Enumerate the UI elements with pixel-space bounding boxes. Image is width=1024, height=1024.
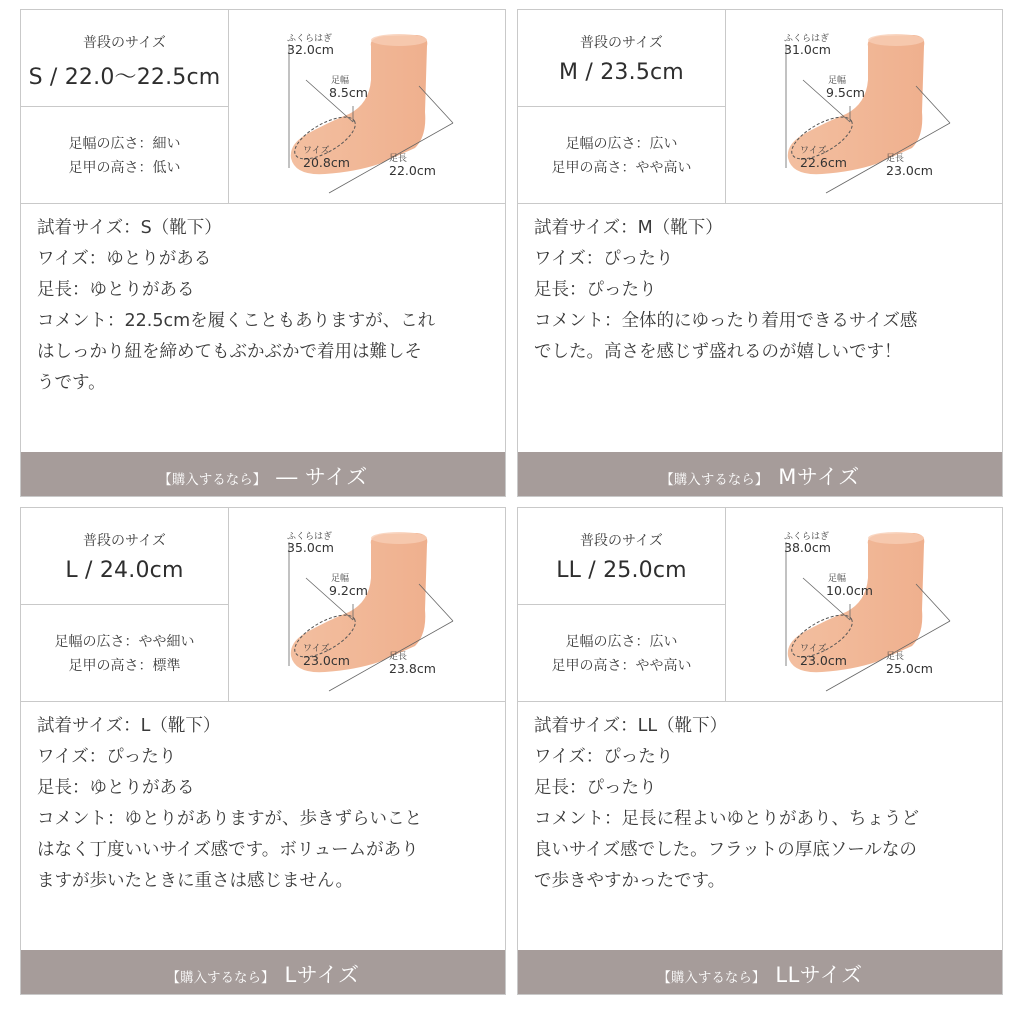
size-review-card	[517, 9, 1003, 497]
buy-size-bar	[518, 452, 1002, 496]
review-line: でした。高さを感じず盛れるのが嬉しいです！	[534, 342, 902, 362]
wise-value: 23.0cm	[303, 653, 350, 668]
buy-size-bar	[21, 452, 505, 496]
calf-value: 31.0cm	[784, 42, 831, 57]
buy-size-value: ― サイズ	[276, 465, 368, 489]
wise-value: 23.0cm	[800, 653, 847, 668]
review-line: ワイズ：ぴったり	[37, 747, 177, 767]
size-info-panel	[518, 508, 726, 701]
usual-size-label: 普段のサイズ	[83, 35, 166, 51]
foot-traits-box	[21, 605, 228, 701]
foot-measurement-diagram	[229, 508, 505, 701]
calf-value: 35.0cm	[287, 540, 334, 555]
buy-size-bar	[518, 950, 1002, 994]
buy-prefix: 【購入するなら】	[158, 472, 267, 488]
wise-label: ワイズ	[303, 146, 330, 156]
buy-prefix: 【購入するなら】	[657, 970, 766, 986]
review-text-area	[518, 701, 1002, 950]
calf-label: ふくらはぎ	[784, 34, 830, 44]
usual-size-box	[21, 10, 228, 107]
review-line: で歩きやすかったです。	[534, 871, 726, 891]
usual-size-label: 普段のサイズ	[580, 533, 663, 549]
buy-prefix: 【購入するなら】	[166, 970, 275, 986]
foot-width-trait: 足幅の広さ：広い	[565, 136, 678, 152]
review-line: はしっかり紐を締めてもぶかぶかで着用は難しそ	[37, 342, 422, 362]
review-line: 良いサイズ感でした。フラットの厚底ソールなの	[534, 840, 917, 860]
buy-size-bar	[21, 950, 505, 994]
foot-diagram-svg	[229, 10, 505, 203]
size-info-panel	[21, 10, 229, 203]
review-line: コメント：全体的にゆったり着用できるサイズ感	[534, 311, 918, 331]
review-line: 試着サイズ：S（靴下）	[37, 218, 222, 238]
review-line: ワイズ：ゆとりがある	[37, 249, 212, 269]
size-review-card	[517, 507, 1003, 995]
foot-width-value: 9.5cm	[826, 85, 865, 100]
review-line: ワイズ：ぴったり	[534, 747, 674, 767]
review-line: ワイズ：ぴったり	[534, 249, 674, 269]
instep-height-trait: 足甲の高さ：やや高い	[551, 658, 692, 674]
review-line: 試着サイズ：LL（靴下）	[534, 716, 728, 736]
usual-size-box	[518, 508, 725, 605]
review-text-area	[21, 701, 505, 950]
size-review-card	[20, 507, 506, 995]
foot-diagram-svg	[229, 508, 505, 701]
review-line: 足長：ゆとりがある	[37, 280, 195, 300]
foot-diagram-svg	[726, 10, 1002, 203]
review-line: はなく丁度いいサイズ感です。ボリュームがあり	[37, 840, 419, 860]
buy-size-value: Lサイズ	[284, 963, 360, 987]
foot-width-trait: 足幅の広さ：やや細い	[54, 634, 195, 650]
length-label: 足長	[886, 154, 905, 164]
review-line: コメント：ゆとりがありますが、歩きずらいこと	[37, 809, 422, 829]
usual-size-value: S / 22.0〜22.5cm	[28, 65, 221, 90]
review-line: 足長：ゆとりがある	[37, 778, 195, 798]
review-line: 試着サイズ：M（靴下）	[534, 218, 723, 238]
foot-width-label: 足幅	[331, 574, 350, 584]
review-text-area	[21, 203, 505, 452]
review-line: 足長：ぴったり	[534, 778, 657, 798]
review-line: 試着サイズ：L（靴下）	[37, 716, 221, 736]
wise-label: ワイズ	[303, 644, 330, 654]
foot-width-trait: 足幅の広さ：細い	[68, 136, 181, 152]
length-label: 足長	[389, 652, 408, 662]
usual-size-label: 普段のサイズ	[580, 35, 663, 51]
size-info-panel	[518, 10, 726, 203]
length-label: 足長	[389, 154, 408, 164]
review-line: うです。	[37, 373, 106, 393]
instep-height-trait: 足甲の高さ：やや高い	[551, 160, 692, 176]
foot-measurement-diagram	[229, 10, 505, 203]
foot-width-label: 足幅	[828, 574, 847, 584]
review-line: ますが歩いたときに重さは感じません。	[37, 871, 354, 891]
calf-value: 32.0cm	[287, 42, 334, 57]
foot-measurement-diagram	[726, 10, 1002, 203]
buy-size-value: LLサイズ	[775, 963, 863, 987]
foot-width-label: 足幅	[331, 76, 350, 86]
review-line: コメント：22.5cmを履くこともありますが、これ	[37, 311, 436, 331]
wise-value: 20.8cm	[303, 155, 350, 170]
foot-width-trait: 足幅の広さ：広い	[565, 634, 678, 650]
length-value: 22.0cm	[389, 163, 436, 178]
review-line: コメント：足長に程よいゆとりがあり、ちょうど	[534, 809, 919, 829]
calf-label: ふくらはぎ	[287, 34, 333, 44]
wise-value: 22.6cm	[800, 155, 847, 170]
instep-height-trait: 足甲の高さ：低い	[68, 160, 181, 176]
foot-traits-box	[21, 107, 228, 203]
calf-value: 38.0cm	[784, 540, 831, 555]
usual-size-value: M / 23.5cm	[559, 60, 684, 85]
size-review-card	[20, 9, 506, 497]
usual-size-value: L / 24.0cm	[65, 558, 184, 583]
buy-size-value: Mサイズ	[778, 465, 860, 489]
foot-width-value: 9.2cm	[329, 583, 368, 598]
wise-label: ワイズ	[800, 146, 827, 156]
buy-prefix: 【購入するなら】	[660, 472, 769, 488]
foot-diagram-svg	[726, 508, 1002, 701]
usual-size-box	[21, 508, 228, 605]
foot-width-value: 8.5cm	[329, 85, 368, 100]
foot-traits-box	[518, 107, 725, 203]
usual-size-label: 普段のサイズ	[83, 533, 166, 549]
usual-size-box	[518, 10, 725, 107]
calf-label: ふくらはぎ	[784, 532, 830, 542]
foot-measurement-diagram	[726, 508, 1002, 701]
length-value: 23.8cm	[389, 661, 436, 676]
length-value: 25.0cm	[886, 661, 933, 676]
length-label: 足長	[886, 652, 905, 662]
instep-height-trait: 足甲の高さ：標準	[68, 658, 181, 674]
length-value: 23.0cm	[886, 163, 933, 178]
foot-width-value: 10.0cm	[826, 583, 873, 598]
foot-traits-box	[518, 605, 725, 701]
foot-width-label: 足幅	[828, 76, 847, 86]
review-text-area	[518, 203, 1002, 452]
calf-label: ふくらはぎ	[287, 532, 333, 542]
usual-size-value: LL / 25.0cm	[556, 558, 687, 583]
wise-label: ワイズ	[800, 644, 827, 654]
size-info-panel	[21, 508, 229, 701]
review-line: 足長：ぴったり	[534, 280, 657, 300]
